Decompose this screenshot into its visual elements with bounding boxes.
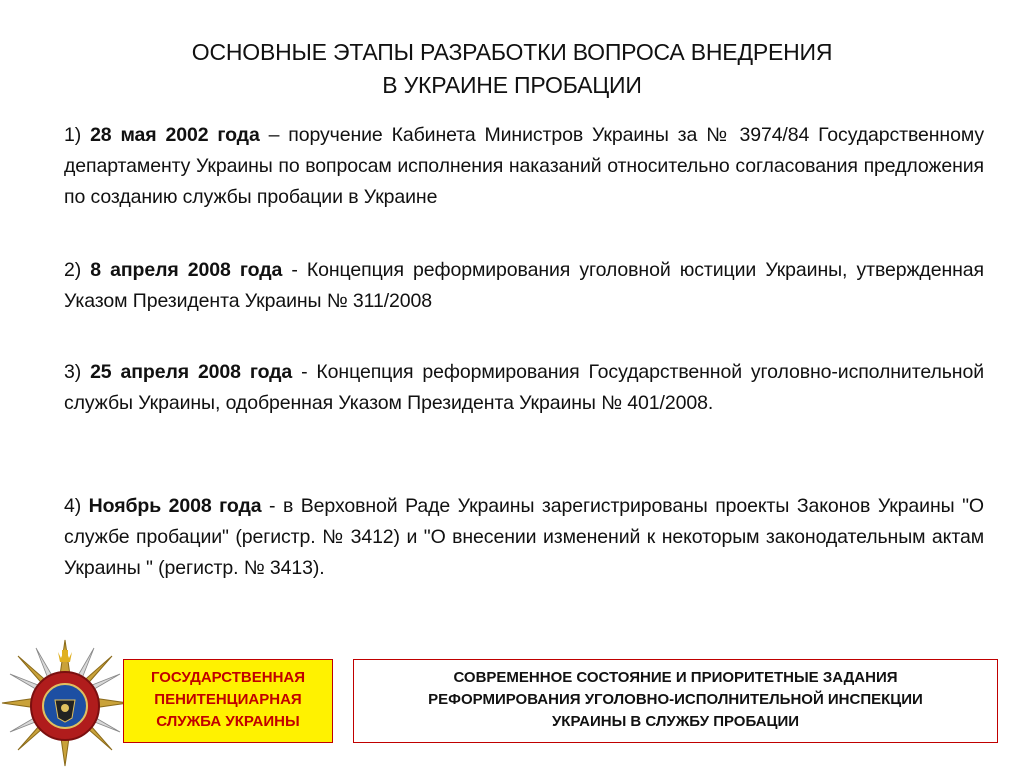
list-item xyxy=(64,255,984,317)
list-item xyxy=(64,357,984,419)
item-text: – поручение Кабинета Министров Украины за № 3974/84 Государственному департаменту Украины по вопросам исполнения наказаний относительно согласования предложения по созданию службы пробации в Украине xyxy=(64,124,985,208)
org-name-box xyxy=(123,659,333,743)
item-number: 1) xyxy=(64,124,82,146)
list-item xyxy=(64,491,984,584)
item-text: - Концепция реформирования уголовной юстиции Украины, утвержденная Указом Президента Украины № 311/2008 xyxy=(64,259,984,312)
list-item xyxy=(64,120,984,213)
topic-line-3: УКРАИНЫ В СЛУЖБУ ПРОБАЦИИ xyxy=(551,713,800,730)
item-date: 25 апреля 2008 года xyxy=(90,361,293,383)
item-date: 8 апреля 2008 года xyxy=(90,259,283,281)
org-name-line-1: ГОСУДАРСТВЕННАЯ xyxy=(150,669,306,686)
item-date: 28 мая 2002 года xyxy=(90,124,260,146)
org-name-line-2: ПЕНИТЕНЦИАРНАЯ xyxy=(154,691,302,708)
item-date: Ноябрь 2008 года xyxy=(88,495,262,517)
page-title xyxy=(0,36,1024,102)
item-number: 4) xyxy=(64,495,82,517)
topic-line-2: РЕФОРМИРОВАНИЯ УГОЛОВНО-ИСПОЛНИТЕЛЬНОЙ ИНСПЕКЦИИ xyxy=(428,691,923,708)
item-number: 2) xyxy=(64,259,82,281)
item-number: 3) xyxy=(64,361,82,383)
item-text: - Концепция реформирования Государственной уголовно-исполнительной службы Украины, одобренная Указом Президента Украины № 401/2008. xyxy=(64,361,984,414)
item-text: - в Верховной Раде Украины зарегистрированы проекты Законов Украины "О службе пробации" (регистр. № 3412) и "О внесении изменений к некоторым законодательным актам Украины " (регистр. № 3413). xyxy=(64,495,984,579)
page-title-line-1: ОСНОВНЫЕ ЭТАПЫ РАЗРАБОТКИ ВОПРОСА ВНЕДРЕНИЯ xyxy=(191,39,833,65)
page-title-line-2: В УКРАИНЕ ПРОБАЦИИ xyxy=(382,72,642,98)
org-name-line-3: СЛУЖБА УКРАИНЫ xyxy=(156,713,300,730)
topic-line-1: СОВРЕМЕННОЕ СОСТОЯНИЕ И ПРИОРИТЕТНЫЕ ЗАДАНИЯ xyxy=(453,669,898,686)
penitentiary-service-emblem-icon xyxy=(0,638,130,768)
topic-box xyxy=(353,659,998,743)
